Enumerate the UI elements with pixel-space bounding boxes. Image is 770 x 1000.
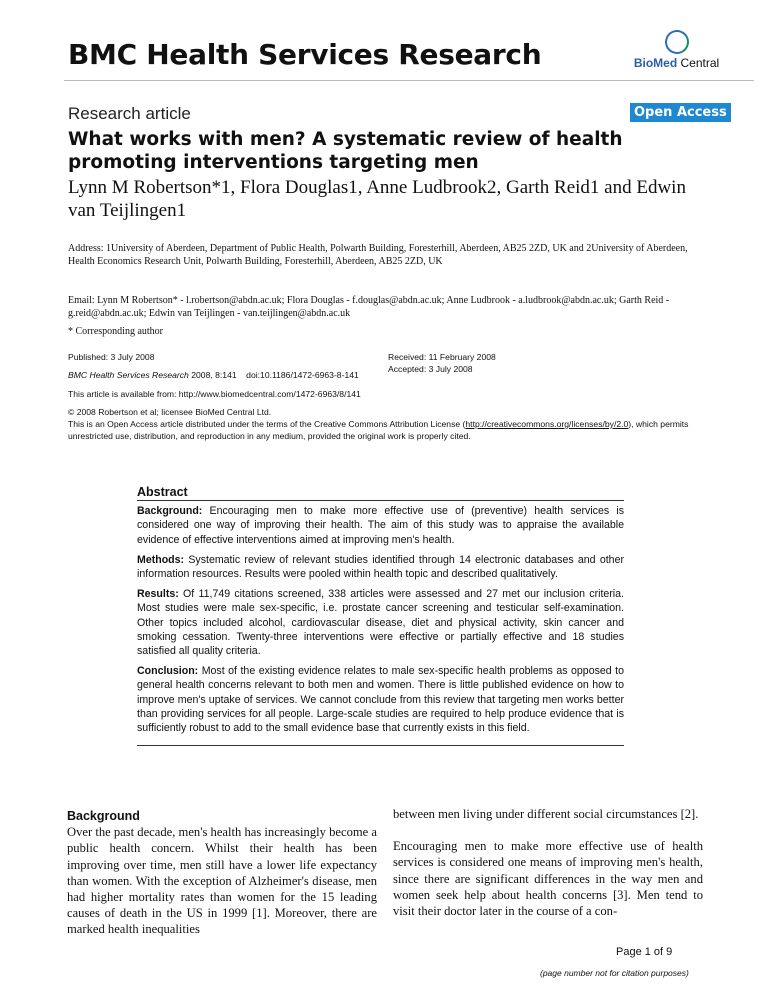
- page-number: Page 1 of 9: [616, 946, 673, 958]
- section-label: Background:: [137, 505, 203, 518]
- article-title: What works with men? A systematic review of health promoting interventions targeting men: [68, 129, 623, 173]
- section-label: Results:: [137, 588, 179, 601]
- accepted-date: Accepted: 3 July 2008: [388, 364, 473, 374]
- abstract-results: [137, 587, 624, 658]
- availability: This article is available from: http://www.biomedcentral.com/1472-6963/8/141: [68, 389, 361, 399]
- logo-light: Central: [680, 56, 720, 70]
- abstract-bottom-rule: [137, 745, 624, 746]
- body-paragraph: Over the past decade, men's health has increasingly become a public health concern. Whilst their health has been improving over time, men still have a lower life expectancy than women. With the exception of Alzheimer's disease, men had higher mortality rates than women for the 15 leading causes of death in the US in 1999 [1]. Moreover, there are marked health inequalities: [67, 825, 377, 937]
- section-text: Most of the existing evidence relates to male sex-specific health problems as opposed to general health concerns relevant to both men and women. There is little published evidence on how to improve men's uptake of services. We cannot conclude from this review that targeting men works better than providing services for all people. Large-scale studies are required to help produce evidence that is sufficiently robust to add to the small evidence base that currently exists in this field.: [137, 665, 624, 735]
- section-label: Conclusion:: [137, 665, 199, 678]
- biomed-logo-icon: [661, 27, 692, 58]
- address: Address: 1University of Aberdeen, Department of Public Health, Polwarth Building, Foresterhill, Aberdeen, AB25 2ZD, UK and 2University of Aberdeen, Health Economics Research Unit, Polwarth Building, Foresterhill, Aberdeen, AB25 2ZD, UK: [68, 243, 688, 267]
- license: [68, 418, 708, 442]
- license-link[interactable]: http://creativecommons.org/licenses/by/2.0: [465, 419, 629, 429]
- received-date: Received: 11 February 2008: [388, 352, 496, 362]
- header-rule: [64, 80, 754, 81]
- citation-journal: BMC Health Services Research: [68, 370, 189, 380]
- abstract-heading: Abstract: [137, 485, 624, 501]
- email-list: Email: Lynn M Robertson* - l.robertson@abdn.ac.uk; Flora Douglas - f.douglas@abdn.ac.uk; Anne Ludbrook - a.ludbrook@abdn.ac.uk; Garth Reid - g.reid@abdn.ac.uk; Edwin van Teijlingen - van.teijlingen@abdn.ac.uk: [68, 295, 670, 319]
- corresponding-author: * Corresponding author: [68, 326, 163, 337]
- citation-details: 2008, 8:141 doi:10.1186/1472-6963-8-141: [188, 370, 359, 380]
- citation: [68, 369, 359, 381]
- license-text-end: ), which permits unrestricted use, distribution, and reproduction in any medium, provided the original work is properly cited.: [68, 419, 689, 441]
- journal-title: BMC Health Services Research: [68, 38, 542, 71]
- biomed-central-logo: [614, 30, 739, 70]
- section-text: Of 11,749 citations screened, 338 articles were assessed and 27 met our inclusion criteria. Most studies were male sex-specific, i.e. prostate cancer screening and testicular self-examination. Other topics included alcohol, cardiovascular disease, diet and physical activity, skin cancer and smoking cessation. Twenty-three interventions were effective or partially effective and 18 studies satisfied all quality criteria.: [137, 588, 624, 658]
- abstract-box: [137, 485, 624, 746]
- article-type: Research article: [68, 104, 191, 123]
- dates: [388, 351, 496, 375]
- body-paragraph: between men living under different social circumstances [2].: [393, 807, 699, 821]
- copyright-line: © 2008 Robertson et al; licensee BioMed Central Ltd.: [68, 407, 272, 417]
- license-text: This is an Open Access article distributed under the terms of the Creative Commons Attribution License (: [68, 419, 466, 429]
- abstract-conclusion: [137, 664, 624, 735]
- page-note: (page number not for citation purposes): [540, 968, 689, 978]
- copyright: [68, 406, 708, 442]
- section-text: Encouraging men to make more effective use of (preventive) health services is considered one way of improving their health. The aim of this study was to appraise the available evidence of effective interventions aimed at improving men's health.: [137, 505, 624, 546]
- abstract-background: [137, 504, 624, 547]
- section-heading-background: Background: [67, 809, 140, 823]
- abstract-methods: [137, 553, 624, 581]
- open-access-badge: Open Access: [630, 103, 731, 122]
- section-label: Methods:: [137, 553, 185, 566]
- body-paragraph: Encouraging men to make more effective use of health services is considered one means of improving men's health, since there are significant differences in the way men and women seek help about health concerns [3]. Men tend to visit their doctor later in the course of a con-: [393, 839, 703, 919]
- right-column: [393, 806, 703, 935]
- authors: Lynn M Robertson*1, Flora Douglas1, Anne Ludbrook2, Garth Reid1 and Edwin van Teijlingen1: [68, 177, 686, 221]
- section-text: Systematic review of relevant studies identified through 14 electronic databases and other information resources. Results were pooled within health topic and described qualitatively.: [137, 553, 624, 581]
- published-date: Published: 3 July 2008: [68, 352, 155, 362]
- left-column: [67, 808, 377, 954]
- logo-bold: BioMed: [633, 56, 678, 70]
